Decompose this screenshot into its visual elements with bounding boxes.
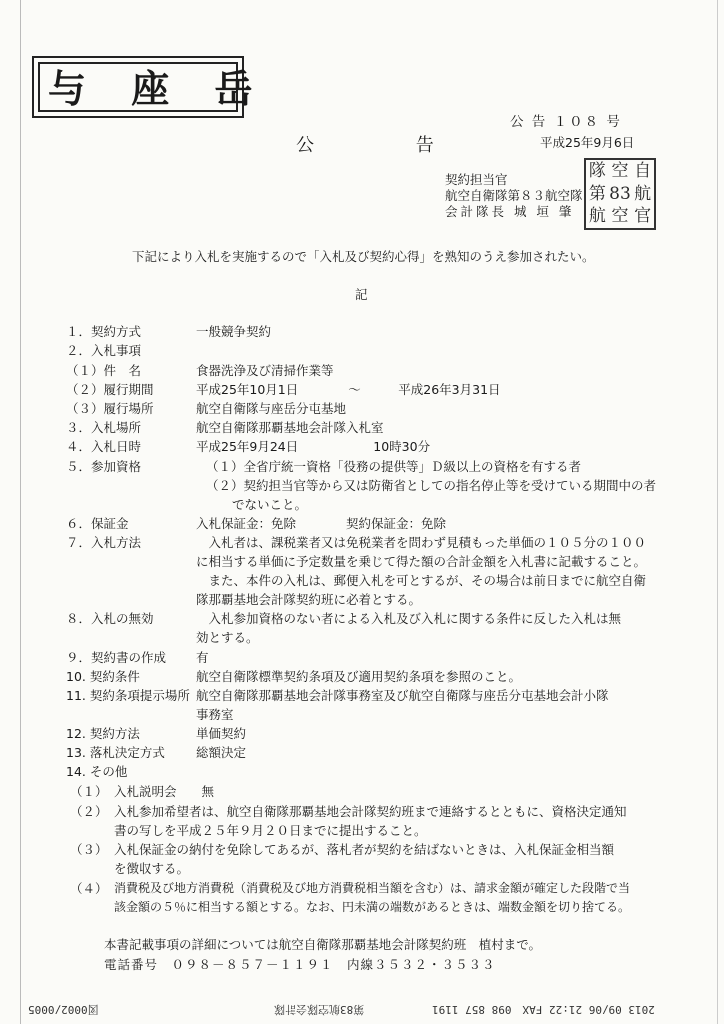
official-seal [584,158,656,230]
item-label: ３．入札場所 [66,420,142,435]
other-text: 書の写しを平成２５年９月２０日までに提出すること。 [114,823,427,838]
item-label: １．契約方式 [66,324,142,339]
item-value: 総額決定 [196,745,247,760]
item-value: 平成25年9月24日 10時30分 [196,439,431,454]
item-label: ２．入札事項 [66,343,142,358]
item-value: 入札保証金：免除 契約保証金：免除 [196,516,447,531]
issuer-unit: 航空自衛隊第８３航空隊 [445,188,583,203]
seal-char: 航 [634,183,652,204]
item-label: ５．参加資格 [66,459,142,474]
item-text: 航空自衛隊那覇基地会計隊事務室及び航空自衛隊与座岳分屯基地会計小隊 [196,688,609,703]
seal-char: 空 [611,161,629,181]
item-label: （１）件 名 [66,363,142,378]
other-text: 入札説明会 無 [114,784,215,799]
item-text: また、本件の入札は、郵便入札を可とするが、その場合は前日までに航空自衛 [196,573,647,588]
item-value: 航空自衛隊那覇基地会計隊入札室 [196,420,384,435]
item-value: でないこと。 [232,497,308,512]
item-value: 食器洗浄及び清掃作業等 [196,363,334,378]
location-stamp: 与 座 岳 [32,56,244,118]
item-value: 有 [196,650,209,665]
item-text: 事務室 [196,707,234,722]
other-text: を徴収する。 [114,861,190,876]
item-label: ８．入札の無効 [66,611,154,626]
other-no: （３） [70,842,108,857]
item-value: （１）全省庁統一資格「役務の提供等」Ｄ級以上の資格を有する者 [206,459,582,474]
notice-date: 平成25年9月6日 [540,135,635,150]
seal-char: 官 [634,206,652,227]
item-text: に相当する単価に予定数量を乗じて得た額の合計金額を入札書に記載すること。 [196,554,647,569]
item-label: 10. 契約条件 [66,669,140,684]
item-text: 隊那覇基地会計隊契約班に必着とする。 [196,592,422,607]
other-text: 該金額の５％に相当する額とする。なお、円未満の端数があるときは、端数金額を切り捨てる。 [114,900,631,914]
contact-note: 本書記載事項の詳細については航空自衛隊那覇基地会計隊契約班 植村まで。 [104,937,542,952]
item-text: 効とする。 [196,630,259,645]
seal-char: 空 [611,206,629,227]
issuer-role: 契約担当官 [445,172,508,187]
item-text: 入札参加資格のない者による入札及び入札に関する条件に反した入札は無 [196,611,622,626]
other-no: （２） [70,804,108,819]
other-text: 消費税及び地方消費税（消費税及び地方消費税相当額を含む）は、請求金額が確定した段階で当 [114,881,631,895]
item-value: 単価契約 [196,726,247,741]
item-label: 12. 契約方法 [66,726,140,741]
notice-number: 公 告 １０８ 号 [510,114,622,130]
seal-char: 航 [588,206,606,227]
item-value: 平成25年10月1日 ～ 平成26年3月31日 [196,382,501,397]
item-value: 航空自衛隊標準契約条項及び適用契約条項を参照のこと。 [196,669,522,684]
seal-char: 第 [588,183,606,204]
seal-char: 83 [609,183,631,204]
fax-header-page: 図0002/0005 [28,1003,99,1016]
ki-heading: 記 [355,287,368,302]
page-title: 公 告 [296,135,482,156]
scan-edge-left [20,0,21,1024]
other-text: 入札保証金の納付を免除してあるが、落札者が契約を結ばないときは、入札保証金相当額 [114,842,615,857]
fax-header-sender: 第83航空隊会計隊 [274,1003,365,1016]
item-label: 13. 落札決定方式 [66,745,165,760]
item-label: ７．入札方法 [66,535,142,550]
item-label: ４．入札日時 [66,439,142,454]
other-text: 入札参加希望者は、航空自衛隊那覇基地会計隊契約班まで連絡するとともに、資格決定通知 [114,804,627,819]
item-label: （３）履行場所 [66,401,154,416]
intro-text: 下記により入札を実施するので「入札及び契約心得」を熟知のうえ参加されたい。 [132,249,595,264]
fax-header-time: 2013 09/06 21:22 FAX 098 857 1191 [432,1003,655,1016]
item-value: 一般競争契約 [196,324,272,339]
item-label: ６．保証金 [66,516,129,531]
item-text: 入札者は、課税業者又は免税業者を問わず見積もった単価の１０５分の１００ [196,535,647,550]
scan-edge-right [717,0,718,1024]
seal-char: 隊 [588,161,606,181]
item-label: （２）履行期間 [66,382,154,397]
issuer-name: 会計隊長 城 垣 肇 [445,204,575,219]
item-value: 航空自衛隊与座岳分屯基地 [196,401,347,416]
other-no: （１） [70,784,108,799]
item-value: （２）契約担当官等から又は防衛省としての指名停止等を受けている期間中の者 [206,478,657,493]
item-label: ９．契約書の作成 [66,650,167,665]
seal-char: 自 [634,161,652,181]
other-no: （４） [70,881,108,896]
item-label: 11. 契約条項提示場所 [66,688,190,703]
item-label: 14. その他 [66,764,128,779]
contact-phone: 電話番号 ０９８－８５７－１１９１ 内線３５３２・３５３３ [104,957,496,972]
